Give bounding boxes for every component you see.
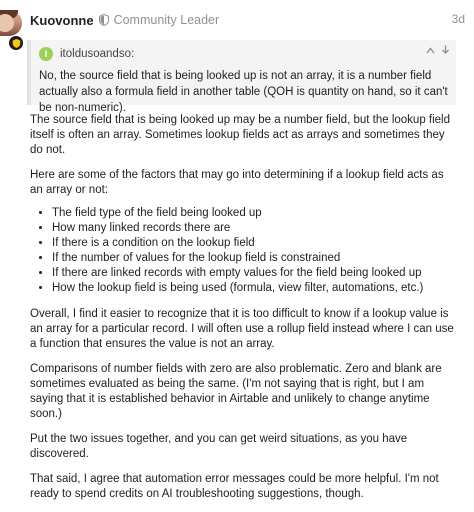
author-username[interactable]: Kuovonne [30,12,94,28]
quote-header [39,47,134,61]
leader-badge-icon [9,36,23,50]
list-item: • If there are linked records with empty values for the field being looked up [52,266,458,281]
post-body [30,113,458,512]
chevron-up-icon[interactable] [426,45,435,57]
list-item: • How many linked records there are [52,221,458,236]
post-header [30,10,470,30]
list-item: • The field type of the field being looked up [52,206,458,221]
author-role: Community Leader [113,13,220,27]
post-timestamp[interactable]: 3d [451,12,465,26]
paragraph: Overall, I find it easier to recognize that it is too difficult to know if a lookup value is an array for a particular record. I will often use a rollup field instead where I can use a function that ensures the value is not an array. [30,308,454,350]
factor-list [52,206,458,296]
paragraph: That said, I agree that automation error messages could be more helpful. I'm not ready to spend credits on AI troubleshooting suggestions, though. [30,473,439,500]
paragraph: The source field that is being looked up may be a number field, but the lookup field itself is often an array. Sometimes lookup fields act as arrays and sometimes they do not. [30,114,451,156]
quote-username: itoldusoandso: [60,48,135,60]
user-avatar[interactable] [0,10,22,36]
paragraph: Put the two issues together, and you can get weird situations, as you have discovered. [30,433,408,460]
paragraph: Here are some of the factors that may go into determining if a lookup field acts as an array or not: [30,169,444,196]
quote-block [27,40,456,114]
quote-avatar[interactable]: I [39,47,53,61]
avatar-face [0,14,14,32]
moderator-shield-icon [99,14,109,26]
quote-controls [426,45,450,57]
paragraph: Comparisons of number fields with zero are also problematic. Zero and blank are sometimes evaluated as being the same. (I'm not saying that is right, but I am saying that it is established behavior in Airtable and unlikely to change anytime soon.) [30,363,442,420]
list-item: • If there is a condition on the lookup field [52,236,458,251]
shield-icon [12,39,21,48]
chevron-down-icon[interactable] [441,45,450,57]
list-item: • If the number of values for the lookup field is constrained [52,251,458,266]
list-item: • How the lookup field is being used (formula, view filter, automations, etc.) [52,281,458,296]
quote-text: No, the source field that is being looked up is not an array, it is a number field actually also a formula field in another table (QOH is quantity on hand, so it can't be non-numeric). [39,70,448,114]
